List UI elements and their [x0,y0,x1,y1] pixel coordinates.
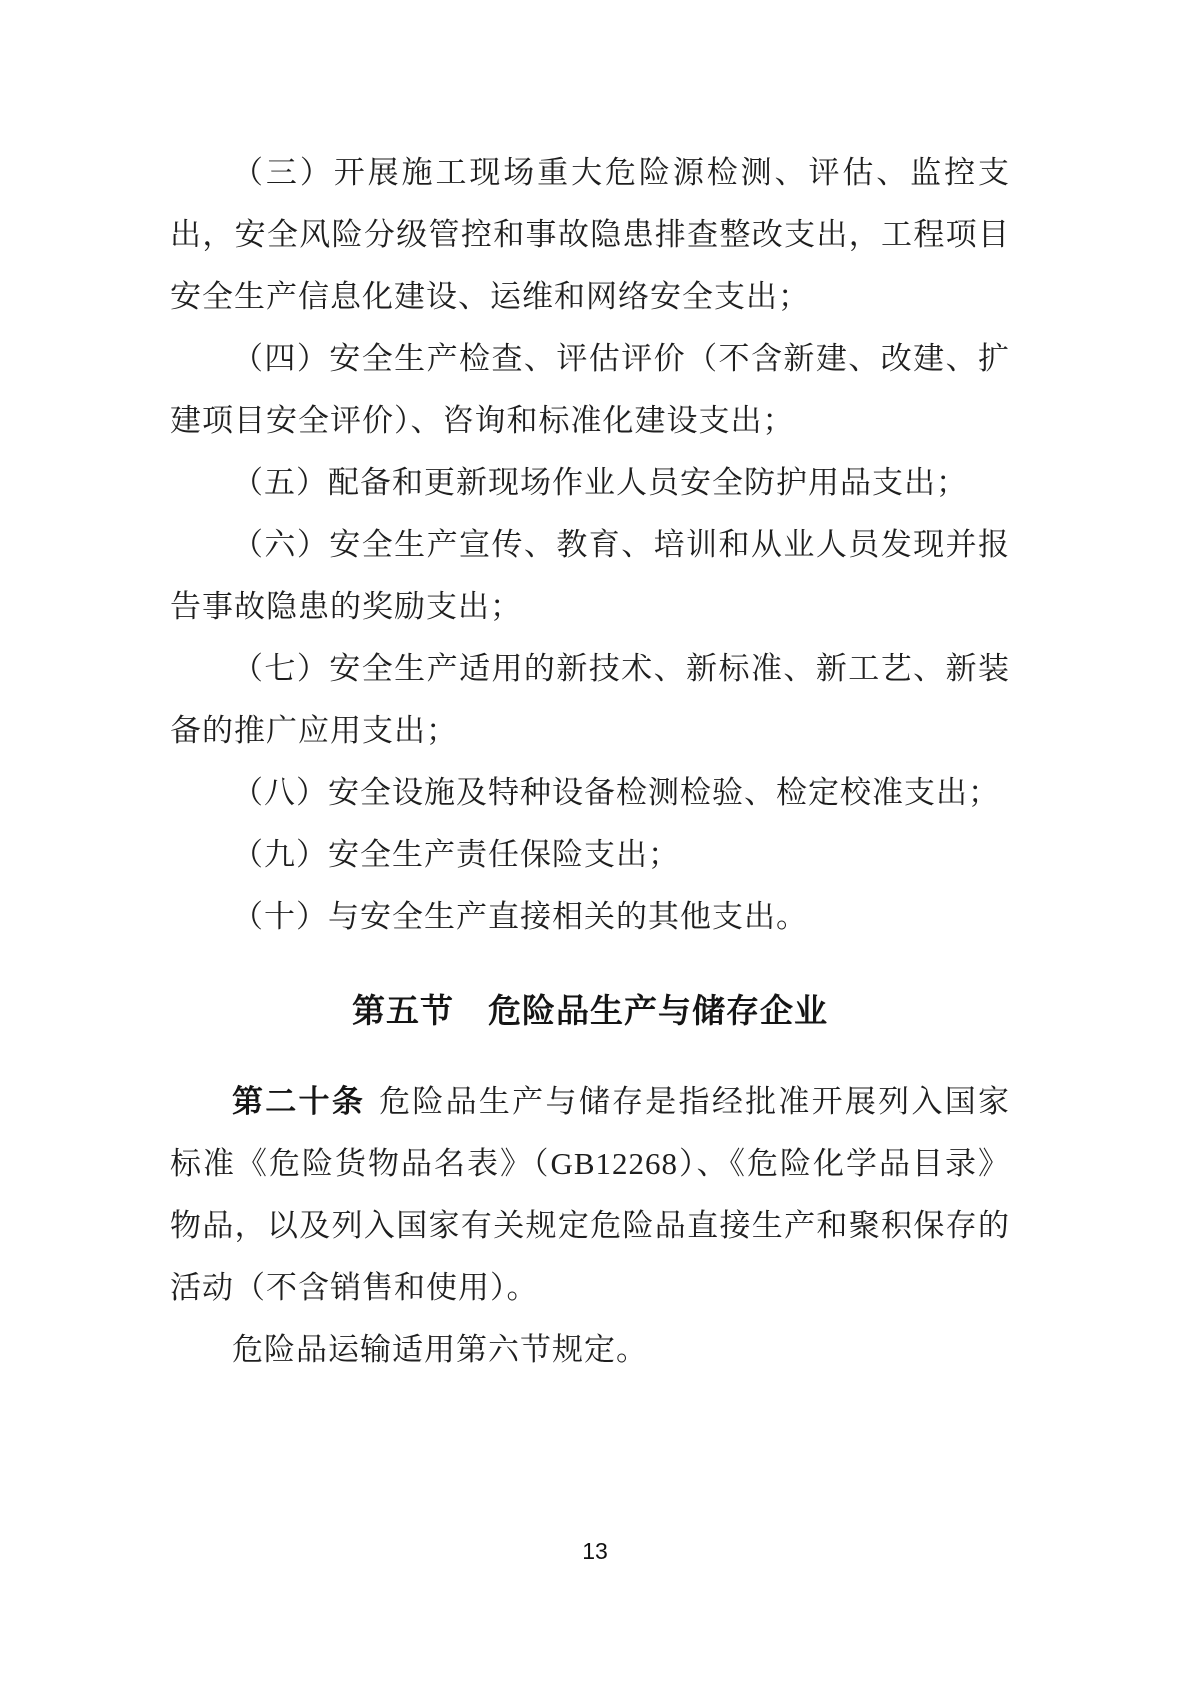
clause-paragraph-6: （六）安全生产宣传、教育、培训和从业人员发现并报告事故隐患的奖励支出； [170,527,1010,624]
clause-paragraph-5: （五）配备和更新现场作业人员安全防护用品支出； [232,465,968,500]
page-number: 13 [582,1538,608,1564]
clause-paragraph-7: （七）安全生产适用的新技术、新标准、新工艺、新装备的推广应用支出； [170,651,1010,748]
section-heading: 第五节 危险品生产与储存企业 [352,992,828,1029]
article-number: 第二十条 [232,1084,366,1119]
clause-paragraph-3: （三）开展施工现场重大危险源检测、评估、监控支出，安全风险分级管控和事故隐患排查整改支出，工程项目安全生产信息化建设、运维和网络安全支出； [170,155,1010,314]
closing-paragraph: 危险品运输适用第六节规定。 [232,1332,648,1367]
document-body [170,142,1010,1381]
clause-paragraph-10: （十）与安全生产直接相关的其他支出。 [232,899,808,934]
clause-paragraph-9: （九）安全生产责任保险支出； [232,837,680,872]
clause-paragraph-4: （四）安全生产检查、评估评价（不含新建、改建、扩建项目安全评价）、咨询和标准化建设支出； [170,341,1010,438]
article-text: 危险品生产与储存是指经批准开展列入国家标准《危险货物品名表》（GB12268）、《危险化学品目录》物品，以及列入国家有关规定危险品直接生产和聚积保存的活动（不含销售和使用）。 [170,1084,1011,1305]
clause-paragraph-8: （八）安全设施及特种设备检测检验、检定校准支出； [232,775,1000,810]
article-paragraph [170,1071,1010,1319]
